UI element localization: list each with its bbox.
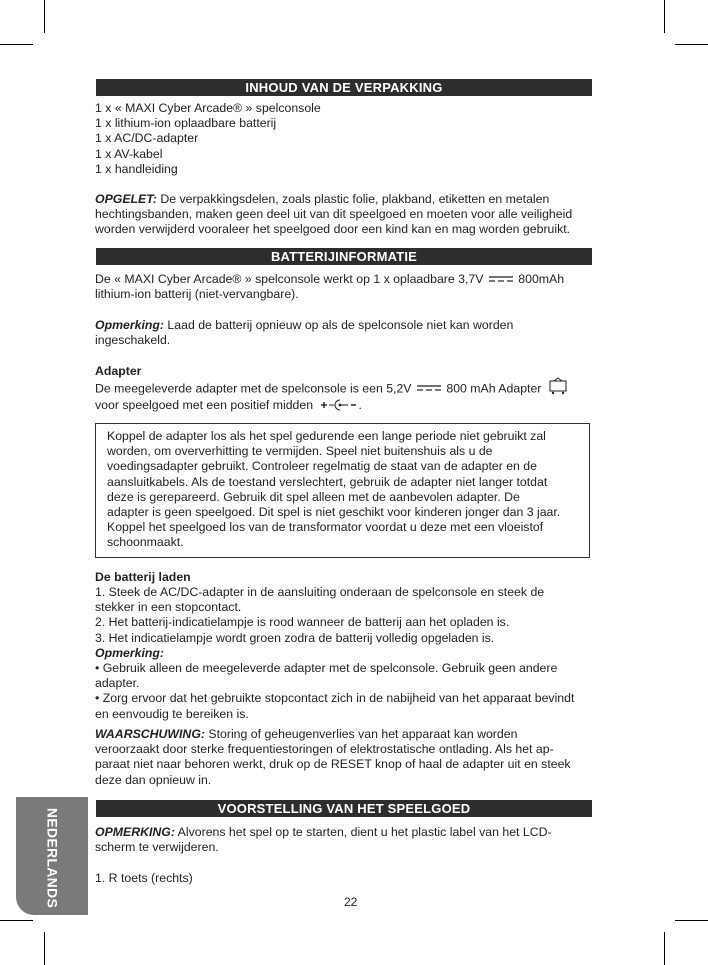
warning-text: Koppel de adapter los als het spel gedurende een lange periode niet gebruikt zal bbox=[107, 429, 546, 443]
charging-heading: De batterij laden bbox=[95, 570, 191, 584]
charging-note: • Gebruik alleen de meegeleverde adapter met de spelconsole. Gebruik geen andere bbox=[95, 661, 558, 676]
r-toets-item bbox=[95, 871, 193, 886]
opmerking-paragraph bbox=[95, 318, 513, 348]
opmerking2-label: OPMERKING: bbox=[95, 825, 175, 839]
section-header-batterij: BATTERIJINFORMATIE bbox=[96, 248, 592, 265]
waarschuwing-label: WAARSCHUWING: bbox=[95, 727, 205, 741]
polarity-icon bbox=[320, 399, 358, 411]
opmerking-text: ingeschakeld. bbox=[95, 333, 171, 348]
battery-text: lithium-ion batterij (niet-vervangbare). bbox=[95, 287, 299, 302]
waarschuwing-text: veroorzaakt door sterke frequentiestoringen of elektrostatische ontlading. Als het ap- bbox=[95, 742, 554, 757]
language-tab-label: NEDERLANDS bbox=[44, 807, 61, 909]
section-header-inhoud: INHOUD VAN DE VERPAKKING bbox=[96, 79, 592, 96]
opgelet-paragraph bbox=[95, 192, 572, 238]
charging-step: 1. Steek de AC/DC-adapter in de aansluiting onderaan de spelconsole en steek de bbox=[95, 585, 545, 599]
dc-symbol-icon bbox=[417, 384, 441, 392]
list-item: 1 x AC/DC-adapter bbox=[95, 131, 199, 146]
opgelet-text: De verpakkingsdelen, zoals plastic folie, plakband, etiketten en metalen bbox=[156, 192, 550, 206]
opmerking-text: Laad de batterij opnieuw op als de spelconsole niet kan worden bbox=[164, 318, 514, 332]
list-item: 1 x handleiding bbox=[95, 161, 178, 176]
warning-box bbox=[95, 423, 590, 558]
warning-text: Koppel het speelgoed los van de transformator voordat u deze met een vloeistof bbox=[107, 520, 544, 535]
list-item: 1 x AV-kabel bbox=[95, 146, 163, 161]
warning-text: voedingsadapter gebruikt. Controleer regelmatig de staat van de adapter en de bbox=[107, 459, 537, 474]
opgelet-text: hechtingsbanden, maken geen deel uit van dit speelgoed en moeten voor alle veiligheid bbox=[95, 207, 573, 222]
charging-step: stekker in een stopcontact. bbox=[95, 600, 242, 615]
opmerking2-paragraph bbox=[95, 825, 552, 855]
adapter-text: . bbox=[358, 398, 362, 413]
waarschuwing-text: deze dan opnieuw in. bbox=[95, 772, 212, 787]
warning-text: schoonmaakt. bbox=[107, 535, 184, 550]
charging-step: 3. Het indicatielampje wordt groen zodra de batterij volledig opgeladen is. bbox=[95, 630, 495, 645]
page-number: 22 bbox=[344, 895, 358, 909]
opmerking2-text: scherm te verwijderen. bbox=[95, 840, 219, 855]
warning-text: aansluitkabels. Als de toestand verslechtert, gebruik de adapter niet langer totdat bbox=[107, 474, 548, 489]
charging-note: en eenvoudig te bereiken is. bbox=[95, 706, 249, 721]
battery-text: De « MAXI Cyber Arcade® » spelconsole werkt op 1 x oplaadbare 3,7V bbox=[95, 272, 484, 286]
charging-steps bbox=[95, 585, 574, 722]
crop-mark bbox=[44, 932, 45, 965]
crop-mark bbox=[664, 932, 665, 965]
list-item: 1 x « MAXI Cyber Arcade® » spelconsole bbox=[95, 101, 321, 115]
adapter-text: voor speelgoed met een positief midden bbox=[95, 398, 314, 413]
crop-mark bbox=[675, 920, 708, 921]
list-item: 1. R toets (rechts) bbox=[95, 871, 193, 885]
opmerking2-text: Alvorens het spel op te starten, dient u het plastic label van het LCD- bbox=[174, 825, 552, 839]
crop-mark bbox=[44, 0, 45, 33]
crop-mark bbox=[675, 44, 708, 45]
battery-text: 800mAh bbox=[514, 272, 565, 286]
adapter-paragraph bbox=[95, 364, 568, 413]
transformer-icon bbox=[548, 377, 568, 395]
charging-note: adapter. bbox=[95, 676, 140, 691]
dc-symbol-icon bbox=[489, 275, 513, 283]
crop-mark bbox=[0, 920, 33, 921]
section-header-voorstelling: VOORSTELLING VAN HET SPEELGOED bbox=[96, 800, 592, 817]
waarschuwing-paragraph bbox=[95, 727, 571, 788]
charging-note-label: Opmerking: bbox=[95, 645, 165, 660]
contents-list bbox=[95, 101, 321, 177]
adapter-title: Adapter bbox=[95, 364, 142, 378]
crop-mark bbox=[0, 44, 33, 45]
charging-note: • Zorg ervoor dat het gebruikte stopcontact zich in de nabijheid van het apparaat bevindt bbox=[95, 691, 575, 706]
warning-text: worden, om oververhitting te vermijden. Speel niet buitenshuis als u de bbox=[107, 444, 493, 459]
charging-title bbox=[95, 570, 191, 585]
opmerking-label: Opmerking: bbox=[95, 318, 165, 332]
warning-text: adapter is geen speelgoed. Dit spel is niet geschikt voor kinderen jonger dan 3 jaar. bbox=[107, 505, 561, 520]
opgelet-label: OPGELET: bbox=[95, 192, 157, 206]
battery-paragraph bbox=[95, 272, 564, 302]
warning-text: deze is gerepareerd. Gebruik dit spel alleen met de aanbevolen adapter. De bbox=[107, 489, 520, 504]
charging-step: 2. Het batterij-indicatielampje is rood wanneer de batterij aan het opladen is. bbox=[95, 615, 510, 630]
waarschuwing-text: Storing of geheugenverlies van het apparaat kan worden bbox=[204, 727, 518, 741]
adapter-text: De meegeleverde adapter met de spelconsole is een 5,2V bbox=[95, 381, 412, 396]
waarschuwing-text: paraat niet naar behoren werkt, druk op de RESET knop of haal de adapter uit en steek bbox=[95, 757, 571, 772]
crop-mark bbox=[664, 0, 665, 33]
list-item: 1 x lithium-ion oplaadbare batterij bbox=[95, 116, 277, 131]
adapter-text: 800 mAh Adapter bbox=[442, 381, 542, 396]
opgelet-text: worden verwijderd vooraleer het speelgoed door een kind kan en mag worden gebruikt. bbox=[95, 222, 571, 237]
